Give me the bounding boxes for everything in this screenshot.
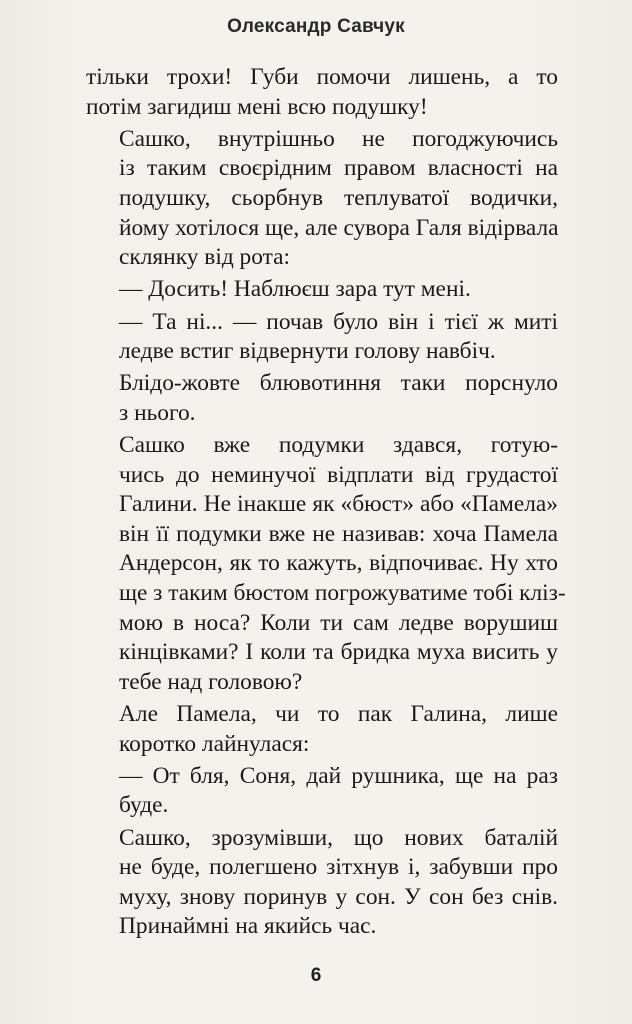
text-line: коротко лайнулася: xyxy=(119,730,310,757)
text-line: ледве встиг відвернути голову навбіч. xyxy=(119,338,496,365)
text-line: тільки трохи! Губи помочи лишень, а то xyxy=(86,64,558,90)
paragraph xyxy=(86,308,558,367)
text-line: не буде, полегшено зітхнув і, забувши про xyxy=(119,854,558,881)
text-line: Сашко вже подумки здався, готую- xyxy=(119,432,558,459)
text-line: — Та ні... — почав було він і тієї ж миті xyxy=(119,308,558,335)
paragraph xyxy=(86,762,558,821)
text-line: буде. xyxy=(119,792,169,819)
page-number: 6 xyxy=(310,965,322,986)
text-line: кінцівками? І коли та бридка муха висить у xyxy=(119,639,558,666)
paragraph xyxy=(86,824,558,942)
text-line: склянку від рота: xyxy=(119,244,291,271)
text-line: муху, знову поринув у сон. У сон без снів. xyxy=(119,883,558,910)
text-line: він її подумки вже не називав: хоча Памела xyxy=(119,520,558,547)
paragraph xyxy=(86,431,566,697)
paragraph xyxy=(86,275,558,305)
running-header-author: Олександр Савчук xyxy=(227,16,405,37)
text-line: — Досить! Наблюєш зара тут мені. xyxy=(119,276,471,303)
text-line: потім загидиш мені всю подушку! xyxy=(86,93,428,120)
text-line: Андерсон, як то кажуть, відпочиває. Ну хто xyxy=(119,550,558,577)
text-line: тебе над головою? xyxy=(119,668,303,695)
text-line: Галини. Не інакше як «бюст» або «Памела» xyxy=(119,491,558,518)
text-line: Але Памела, чи то пак Галина, лише xyxy=(119,701,558,728)
text-line: йому хотілося ще, але сувора Галя відірвала xyxy=(119,214,559,241)
paragraph xyxy=(86,125,558,273)
text-line: мою в носа? Коли ти сам ледве ворушиш xyxy=(119,609,558,636)
text-line: Сашко, зрозумівши, що нових баталій xyxy=(119,824,558,851)
text-line: Блідо-жовте блювотиння таки порснуло xyxy=(119,370,558,397)
text-line: ще з таким бюстом погрожуватиме тобі кліз- xyxy=(119,580,566,607)
text-line: чись до неминучої відплати від грудастої xyxy=(119,461,558,488)
paragraph xyxy=(86,700,558,759)
text-line: із таким своєрідним правом власності на xyxy=(119,155,558,182)
text-line: Сашко, внутрішньо не погоджуючись xyxy=(119,125,558,152)
text-line: подушку, сьорбнув теплуватої водички, xyxy=(119,184,558,211)
paragraph xyxy=(86,369,558,428)
body-text xyxy=(86,63,566,945)
text-line: з нього. xyxy=(119,399,196,426)
text-line: — От бля, Соня, дай рушника, ще на раз xyxy=(119,762,558,789)
text-line: Принаймні на якийсь час. xyxy=(119,913,377,940)
paragraph xyxy=(86,63,558,122)
